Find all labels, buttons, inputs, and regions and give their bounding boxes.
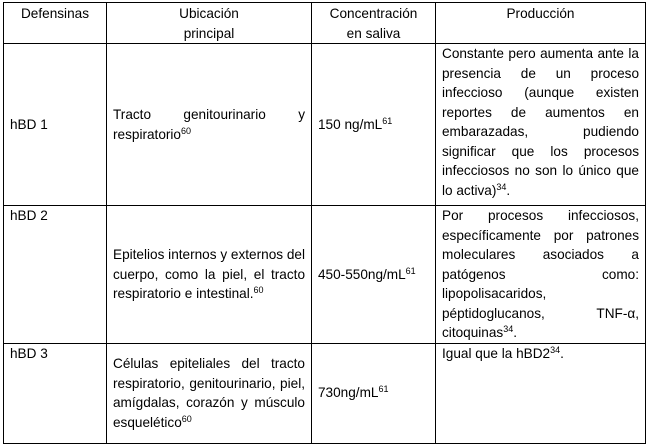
defensin-name: hBD 2 [4, 206, 107, 344]
defensin-name: hBD 3 [4, 343, 107, 443]
defensins-table [3, 2, 646, 444]
concentration-cell: $450-550ng/mL^{61}$ [312, 206, 436, 344]
header-ubicacion: Ubicación principal [107, 3, 312, 44]
table-row [4, 343, 646, 443]
concentration-cell: $730ng/mL^{61}$ [312, 343, 436, 443]
table-row [4, 44, 646, 206]
header-defensinas: Defensinas [4, 3, 107, 44]
production-cell: Por procesos infecciosos, específicamente por patrones moleculares asociados a patógenos como: lipopolisacaridos, péptidoglucanos, TNF-α, citoquinas$^{34}$. [436, 206, 646, 344]
header-row [4, 3, 646, 44]
location-cell: Epitelios internos y externos del cuerpo, como la piel, el tracto respiratorio e intestinal.$^{60}$ [107, 206, 312, 344]
location-cell: Tracto genitourinario y respiratorio$^{60}$ [107, 44, 312, 206]
table-row [4, 206, 646, 344]
location-cell: Células epiteliales del tracto respiratorio, genitourinario, piel, amígdalas, corazón y músculo esquelético$^{60}$ [107, 343, 312, 443]
production-cell: Igual que la $hBD2^{34}$. [436, 343, 646, 443]
concentration-cell: 150 $ng/mL^{61}$ [312, 44, 436, 206]
production-cell: Constante pero aumenta ante la presencia de un proceso infeccioso (aunque existen reportes de aumentos en embarazadas, pudiendo significar que los procesos infecciosos no son lo único que lo activa)$^{34}$. [436, 44, 646, 206]
header-concentracion: Concentración en saliva [312, 3, 436, 44]
header-produccion: Producción [436, 3, 646, 44]
defensin-name: hBD 1 [4, 44, 107, 206]
